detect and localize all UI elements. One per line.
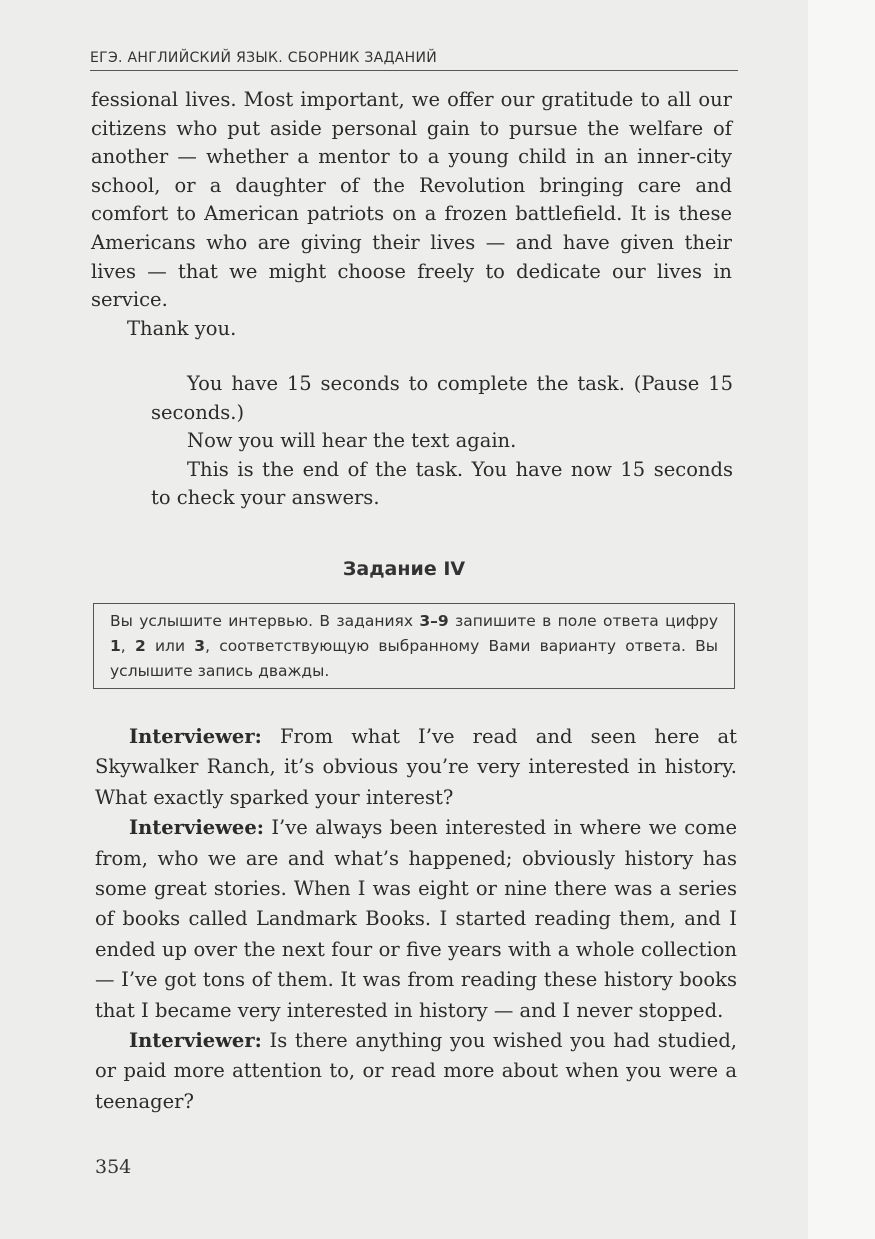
task-heading: Задание IV bbox=[342, 558, 466, 580]
speaker-label: Interviewer: bbox=[129, 1029, 262, 1053]
task-sep-2: или bbox=[145, 637, 195, 655]
task-text-2: запишите в поле ответа цифру bbox=[448, 612, 718, 630]
task-text-1: Вы услышите интервью. В заданиях bbox=[110, 612, 420, 630]
speaker-label: Interviewer: bbox=[129, 725, 262, 748]
page-edge bbox=[808, 0, 875, 1239]
instruction-line-1: You have 15 seconds to complete the task. (Pause 15 seconds.) bbox=[151, 372, 733, 424]
dialog-turn bbox=[95, 1026, 737, 1117]
running-header: ЕГЭ. АНГЛИЙСКИЙ ЯЗЫК. СБОРНИК ЗАДАНИЙ bbox=[90, 50, 438, 66]
instruction-line-3: This is the end of the task. You have now 15 seconds to check your answers. bbox=[151, 457, 733, 510]
task-text-3: , соответствующую выбранному Вами варианту ответа. Вы услышите запись дважды. bbox=[110, 637, 718, 680]
task-range: 3–9 bbox=[419, 612, 449, 630]
dialog-turn bbox=[95, 813, 737, 1026]
speaker-label: Interviewee: bbox=[129, 816, 264, 840]
header-rule bbox=[90, 70, 738, 71]
speech-text bbox=[91, 86, 732, 343]
interview-dialog bbox=[95, 722, 737, 1117]
dialog-text: From what I’ve read and seen here at Skywalker Ranch, it’s obvious you’re very interested in history. What exactly sparked your interest? bbox=[95, 725, 737, 809]
answer-option-2: 2 bbox=[134, 637, 146, 655]
dialog-text: I’ve always been interested in where we come from, who we are and what’s happened; obviously history has some great stories. When I was eight or nine there was a series of books called Landmark Books. I started reading them, and I ended up over the next four or five years with a whole collection — I’ve got tons of them. It was from reading these history books that I became very interested in history — and I never stopped. bbox=[95, 816, 737, 1022]
task-sep-1: , bbox=[120, 637, 135, 655]
dialog-turn bbox=[95, 722, 737, 813]
task-instruction-box bbox=[93, 603, 735, 689]
instruction-line-2: Now you will hear the text again. bbox=[187, 429, 517, 453]
speech-closing: Thank you. bbox=[127, 316, 237, 340]
page-number: 354 bbox=[95, 1156, 132, 1178]
dialog-text: Is there anything you wished you had studied, or paid more attention to, or read more about when you were a teenager? bbox=[95, 1029, 737, 1113]
answer-option-3: 3 bbox=[194, 637, 206, 655]
audio-instructions bbox=[151, 370, 733, 513]
speech-paragraph: fessional lives. Most important, we offer our gratitude to all our citizens who put aside personal gain to pursue the welfare of another — whether a mentor to a young child in an inner-city school, or a daughter of the Revolution bringing care and comfort to American patriots on a frozen battlefield. It is these Americans who are giving their lives — and have given their lives — that we might choose freely to dedicate our lives in service. bbox=[91, 88, 732, 312]
answer-option-1: 1 bbox=[110, 637, 121, 655]
